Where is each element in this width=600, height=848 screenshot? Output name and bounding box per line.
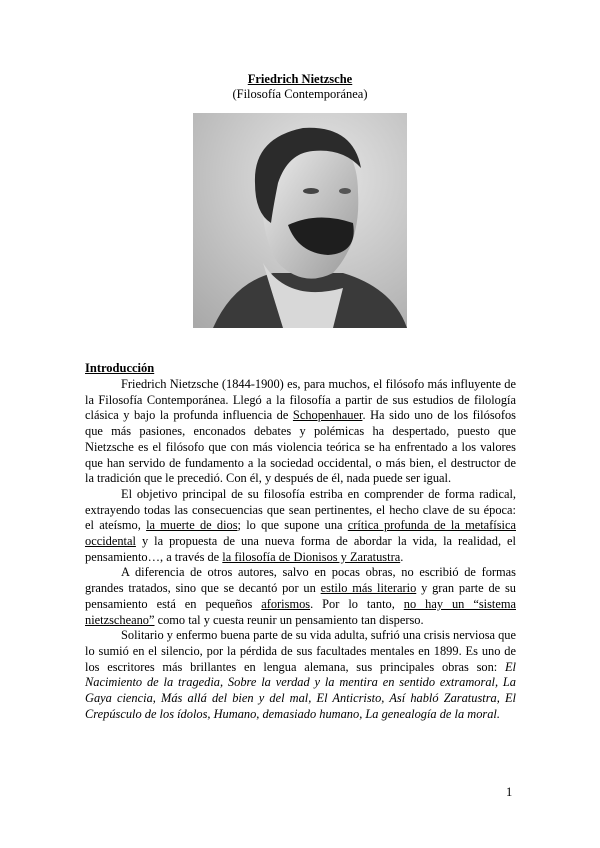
italic-titles: El Nacimiento de la tragedia, Sobre la verdad y la mentira en sentido extramoral, La Gaya ciencia, Más allá del bien y del mal, El Anticristo, Así habló Zaratustra, El Crepúsculo de los ídolos, Humano, demasiado humano, La genealogía de la moral. [85,659,516,721]
text-run: . [400,549,404,564]
text-run: A diferencia de otros autores, salvo en pocas obras, no escribió de formas grandes tratados, sino que se decantó por un [85,565,516,596]
underlined-term: la filosofía de Dionisos y Zaratustra [222,549,401,564]
text-run: ; lo que supone una [237,518,348,533]
paragraph [85,565,516,628]
text-run: . Ha sido uno de los filósofos que más pasiones, enconados debates y polémicas ha despertado, puesto que Nietzsche es el filósofo que con más violencia teórica se ha enfrentado a los valores que han servido de fundamento a la sociedad occidental, o más bien, el destructor de la tradición que le precedió. Con él, y después de él, nada puede ser igual. [85,408,516,486]
text-run: y gran parte de su pensamiento está en pequeños [85,581,516,611]
text-run: El objetivo principal de su filosofía estriba en comprender de forma radical, extrayendo todas las consecuencias que sean pertinentes, el hecho clave de su época: el ateísmo, [85,486,516,533]
underlined-term: estilo más literario [320,581,417,596]
underlined-term: no hay un “sistema nietzscheano” [85,596,516,627]
text-run: Friedrich Nietzsche (1844-1900) es, para muchos, el filósofo más influyente de la Filosofía Contemporánea. Llegó a la filosofía a partir de sus estudios de filología clásica y bajo la profunda influencia de [85,377,516,423]
underlined-term: la muerte de dios [146,518,238,533]
document-subtitle: (Filosofía Contemporánea) [232,87,368,101]
underlined-term: aforismos [261,596,311,611]
underlined-term: Schopenhauer [292,408,363,423]
document-title: Friedrich Nietzsche [247,72,353,86]
body-text [85,377,516,722]
section-heading: Introducción [85,361,155,375]
portrait-photo [193,113,407,328]
paragraph [85,628,516,722]
underlined-term: crítica profunda de la metafísica occidental [85,518,516,549]
text-run: Solitario y enfermo buena parte de su vida adulta, sufrió una crisis nerviosa que lo sumió en el silencio, por la pérdida de sus facultades mentales en 1899. Es uno de los escritores más brillantes en lengua alemana, sus principales obras son: [85,628,517,674]
paragraph [85,377,516,487]
text-run: . Por lo tanto, [310,596,404,611]
page-number: 1 [506,785,513,799]
text-run: y la propuesta de una nueva forma de abordar la vida, la realidad, el pensamiento…, a través de [85,534,516,564]
paragraph [85,487,516,566]
text-run: como tal y cuesta reunir un pensamiento tan disperso. [154,612,424,627]
